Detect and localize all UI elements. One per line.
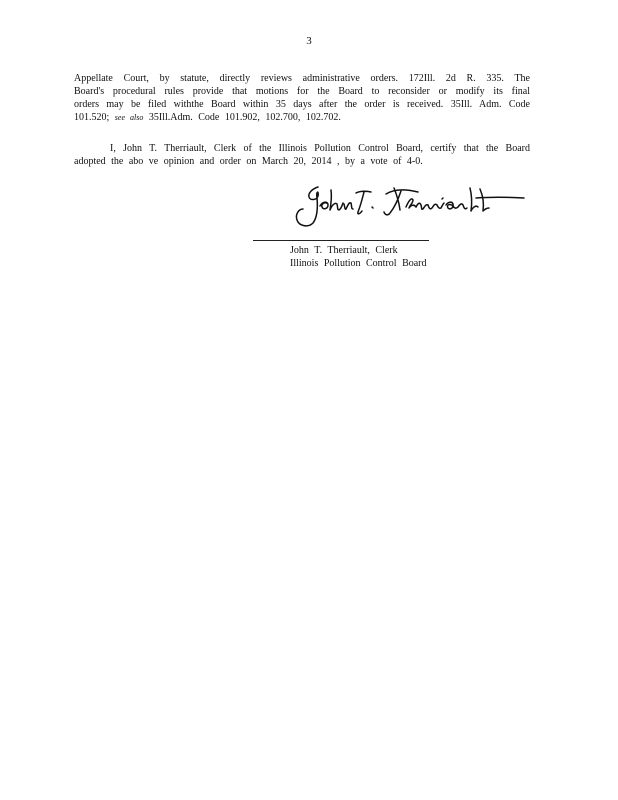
appeal-paragraph-line-3: orders may be filed withthe Board within 35 days after the order is received. 35Ill. Adm. Code <box>74 99 530 110</box>
signature-line <box>253 240 429 241</box>
appeal-paragraph <box>74 72 530 124</box>
signer-block <box>290 244 427 270</box>
appeal-paragraph-line-4 <box>74 111 530 124</box>
appeal-paragraph-line-1: Appellate Court, by statute, directly reviews administrative orders. 172Ill. 2d R. 335. The <box>74 73 530 84</box>
signer-organization: Illinois Pollution Control Board <box>290 258 427 269</box>
certification-line-2: adopted the abo ve opinion and order on March 20, 2014 , by a vote of 4-0. <box>74 156 423 167</box>
handwritten-signature <box>290 180 526 232</box>
see-also-signal: see also <box>114 113 144 122</box>
appeal-paragraph-line-2: Board's procedural rules provide that motions for the Board to reconsider or modify its final <box>74 86 530 97</box>
certification-paragraph <box>74 142 530 168</box>
citation-start: 101.520; <box>74 112 110 123</box>
certification-line-1: I, John T. Therriault, Clerk of the Illinois Pollution Control Board, certify that the Board <box>110 143 530 154</box>
signer-name: John T. Therriault, Clerk <box>290 245 398 256</box>
citation-end: 35Ill.Adm. Code 101.902, 102.700, 102.702. <box>148 112 341 123</box>
page-number: 3 <box>306 35 312 47</box>
